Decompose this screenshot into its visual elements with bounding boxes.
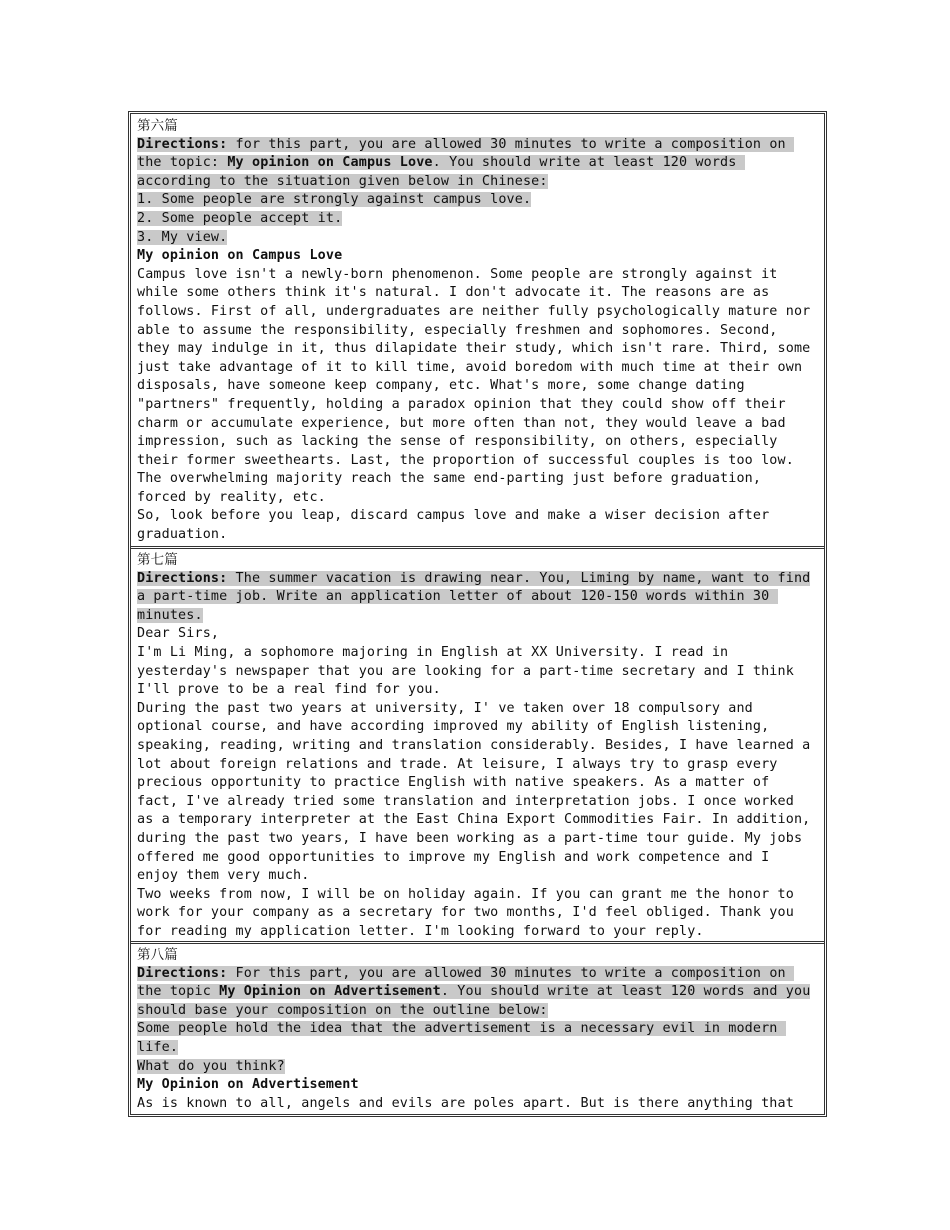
text-line: [137, 210, 818, 229]
bold-text: My Opinion on Advertisement: [219, 984, 441, 1000]
text-line: [137, 811, 818, 830]
text-line: [137, 322, 818, 341]
text-run: write at least 120 words and you: [547, 984, 811, 1000]
text-line: [137, 303, 818, 322]
text-run: graduation.: [137, 527, 228, 543]
text-run: optional course, and have according improved my ability of English listening,: [137, 719, 770, 735]
text-line: [137, 700, 818, 719]
text-line: [137, 607, 818, 626]
text-run: follows. First of all, undergraduates are neither fully psychologically mature nor: [137, 303, 811, 319]
section-heading: 第八篇: [137, 947, 178, 963]
text-run: I'm Li Ming, a sophomore majoring in English at XX University. I read in: [137, 644, 729, 660]
text-line: [137, 1020, 818, 1039]
text-line: [137, 983, 818, 1002]
text-run: they may indulge in it, thus dilapidate their study, which isn't rare. Third, some: [137, 341, 811, 357]
text-line: [137, 965, 818, 984]
text-run: 1. Some people are strongly against campus love.: [137, 192, 532, 208]
text-run: So, look before you leap, discard campus love and make a wiser decision after: [137, 508, 770, 524]
text-run: able to assume the responsibility, especially freshmen and sophomores. Second,: [137, 322, 778, 338]
text-run: The overwhelming majority reach the same end-parting just before graduation,: [137, 471, 762, 487]
text-line: [137, 359, 818, 378]
text-line: [137, 886, 818, 905]
text-run: During the past two years at university, I' ve taken over 18 compulsory and: [137, 700, 753, 716]
text-line: [137, 1076, 818, 1095]
text-run: their former sweethearts. Last, the proportion of successful couples is too low.: [137, 452, 794, 468]
text-run: yesterday's newspaper that you are looking for a part-time secretary and I think: [137, 663, 794, 679]
text-run: precious opportunity to practice English with native speakers. As a matter of: [137, 775, 770, 791]
bold-text: My opinion on Campus Love: [137, 248, 343, 264]
text-run: As is known to all, angels and evils are poles apart. But is there anything that: [137, 1095, 794, 1111]
text-line: [137, 470, 818, 489]
text-line: [137, 1002, 818, 1021]
text-line: [137, 774, 818, 793]
text-line: [137, 415, 818, 434]
text-run: minutes.: [137, 607, 203, 623]
text-line: [137, 625, 818, 644]
text-line: [137, 663, 818, 682]
text-line: [137, 1058, 818, 1077]
document-frame: [128, 111, 827, 1117]
text-line: [137, 718, 818, 737]
text-run: just take advantage of it to kill time, avoid boredom with much time at their own: [137, 359, 803, 375]
text-run: Some people hold the idea that the advertisement is a necessary evil in modern: [137, 1021, 786, 1037]
text-run: work for your company as a secretary for two months, I'd feel obliged. Thank you: [137, 905, 794, 921]
text-line: [137, 830, 818, 849]
text-run: For this part, you are allowed 30 minutes to write a composition on: [227, 965, 794, 981]
text-line: [137, 452, 818, 471]
text-run: Two weeks from now, I will be on holiday again. If you can grant me the honor to: [137, 886, 794, 902]
text-line: [137, 644, 818, 663]
text-line: [137, 737, 818, 756]
text-line: [137, 526, 818, 545]
text-line: [137, 266, 818, 285]
text-line: [137, 433, 818, 452]
section-divider: [131, 941, 824, 944]
section-heading: 第七篇: [137, 552, 178, 568]
text-line: [137, 1095, 818, 1114]
bold-text: My Opinion on Advertisement: [137, 1077, 359, 1093]
section-8: [137, 946, 818, 1116]
text-run: charm or accumulate experience, but more often than not, they would leave a bad: [137, 415, 786, 431]
text-line: [137, 136, 818, 155]
text-run: 2. Some people accept it.: [137, 210, 343, 226]
text-run: for this part, you are allowed 30 minutes to write a composition on: [227, 136, 794, 152]
text-run: . You should: [440, 984, 548, 1000]
text-run: forced by reality, etc.: [137, 489, 326, 505]
text-line: [137, 849, 818, 868]
text-run: during the past two years, I have been working as a part-time tour guide. My jobs: [137, 830, 803, 846]
text-line: [137, 1039, 818, 1058]
text-run: the topic: [137, 984, 220, 1000]
text-line: [137, 904, 818, 923]
text-line: [137, 247, 818, 266]
text-run: while some others think it's natural. I don't advocate it. The reasons are as: [137, 285, 770, 301]
text-line: [137, 340, 818, 359]
text-run: as a temporary interpreter at the East China Export Commodities Fair. In addition,: [137, 812, 811, 828]
text-line: [137, 396, 818, 415]
bold-text: My opinion on Campus Love: [227, 155, 433, 171]
text-run: fact, I've already tried some translation and interpretation jobs. I once worked: [137, 793, 794, 809]
text-run: the topic:: [137, 155, 228, 171]
bold-text: Directions:: [137, 965, 228, 981]
text-run: should base your composition on the outline below:: [137, 1002, 548, 1018]
text-line: [137, 588, 818, 607]
text-run: Dear Sirs,: [137, 626, 220, 642]
text-run: disposals, have someone keep company, etc. What's more, some change dating: [137, 378, 745, 394]
section-divider: [131, 546, 824, 549]
text-line: [137, 229, 818, 248]
text-run: speaking, reading, writing and translation considerably. Besides, I have learned a: [137, 737, 811, 753]
text-run: The summer vacation is drawing near. You, Liming by name, want to find: [227, 570, 811, 586]
text-run: enjoy them very much.: [137, 868, 310, 884]
text-line: [137, 923, 818, 941]
text-line: [137, 191, 818, 210]
text-line: [137, 154, 818, 173]
text-line: [137, 793, 818, 812]
text-run: . You should write at least 120 words: [432, 155, 745, 171]
text-line: [137, 867, 818, 886]
text-run: I'll prove to be a real find for you.: [137, 682, 441, 698]
text-run: offered me good opportunities to improve my English and work competence and I: [137, 849, 770, 865]
text-run: for reading my application letter. I'm looking forward to your reply.: [137, 923, 704, 939]
text-run: "partners" frequently, holding a paradox opinion that they could show off their: [137, 396, 786, 412]
text-line: [137, 756, 818, 775]
text-run: a part-time job. Write an application letter of about 120-150 words within 30: [137, 589, 778, 605]
section-6: [137, 117, 818, 546]
text-run: impression, such as lacking the sense of responsibility, on others, especially: [137, 434, 778, 450]
text-run: What do you think?: [137, 1058, 285, 1074]
text-run: lot about foreign relations and trade. At leisure, I always try to grasp every: [137, 756, 778, 772]
section-7: [137, 551, 818, 941]
text-run: according to the situation given below in Chinese:: [137, 173, 548, 189]
text-line: [137, 173, 818, 192]
bold-text: Directions:: [137, 136, 228, 152]
text-line: [137, 284, 818, 303]
text-line: [137, 377, 818, 396]
text-line: [137, 507, 818, 526]
text-run: 3. My view.: [137, 229, 228, 245]
text-run: Campus love isn't a newly-born phenomenon. Some people are strongly against it: [137, 266, 778, 282]
bold-text: Directions:: [137, 570, 228, 586]
section-heading: 第六篇: [137, 118, 178, 134]
text-line: [137, 570, 818, 589]
text-line: [137, 489, 818, 508]
text-line: [137, 681, 818, 700]
text-run: life.: [137, 1039, 179, 1055]
